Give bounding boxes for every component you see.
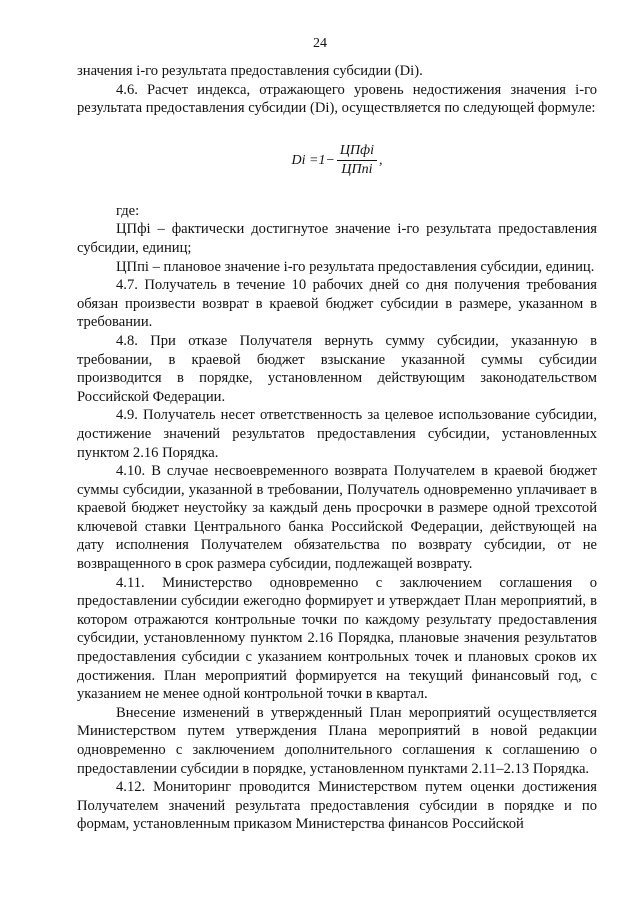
- paragraph: значения i-го результата предоставления субсидии (Di).: [77, 63, 423, 79]
- paragraph: ЦПпi – плановое значение i-го результата предоставления субсидии, единиц.: [116, 258, 595, 275]
- formula-denominator: ЦПпi: [341, 162, 373, 178]
- formula-numerator: ЦПфi: [337, 143, 377, 161]
- formula-tail: ,: [378, 152, 383, 168]
- paragraph: где:: [116, 202, 140, 219]
- text-block-after-formula: [77, 202, 597, 834]
- paragraph: 4.10. В случае несвоевременного возврата Получателем в краевой бюджет суммы субсидии, указанной в требовании, Получатель одновременно уплачивает в краевой бюджет неустойку за каждый день просрочки в размере одной трехсотой ключевой ставки Центрального банка Российской Федерации, действующей на дату исполнения Получателем обязательства по возврату субсидии, от не возвращенного в срок размера субсидии, подлежащей возврату.: [77, 463, 597, 573]
- paragraph: Внесение изменений в утвержденный План мероприятий осуществляется Министерством путем утверждения Плана мероприятий в новой редакции одновременно с заключением дополнительного соглашения к соглашению о предоставлении субсидии в порядке, установленном пунктами 2.11–2.13 Порядка.: [77, 704, 597, 777]
- formula: [77, 124, 597, 198]
- paragraph: 4.9. Получатель несет ответственность за целевое использование субсидии, достижение значений результатов предоставления субсидии, установленных пунктом 2.16 Порядка.: [77, 407, 597, 461]
- paragraph: 4.11. Министерство одновременно с заключением соглашения о предоставлении субсидии ежегодно формирует и утверждает План мероприятий, в котором отражаются контрольные точки по каждому результату предоставления субсидии, установленному пунктом 2.16 Порядка, плановые значения результатов предоставления субсидии с указанием контрольных точек и плановых сроков их достижения. План мероприятий формируется на текущий финансовый год, с указанием не менее одной контрольной точки в квартал.: [77, 574, 597, 703]
- paragraph: ЦПфi – фактически достигнутое значение i-го результата предоставления субсидии, единиц;: [77, 221, 597, 256]
- paragraph: 4.7. Получатель в течение 10 рабочих дней со дня получения требования обязан произвести возврат в краевой бюджет субсидии в размере, указанном в требовании.: [77, 277, 597, 331]
- text-block-before-formula: [77, 62, 597, 118]
- paragraph: 4.12. Мониторинг проводится Министерством путем оценки достижения Получателем значений результата предоставления субсидии в порядке и по формам, установленным приказом Министерства финансов Российской: [77, 779, 597, 833]
- paragraph: 4.6. Расчет индекса, отражающего уровень недостижения значения i-го результата предоставления субсидии (Di), осуществляется по следующей формуле:: [77, 81, 597, 117]
- page-number: 24: [313, 36, 327, 51]
- formula-lhs: Di =1−: [291, 152, 335, 168]
- paragraph: 4.8. При отказе Получателя вернуть сумму субсидии, указанную в требовании, в краевой бюджет взыскание указанной суммы субсидии производится в порядке, установленном действующим законодательством Российской Федерации.: [77, 332, 597, 405]
- document-body: [77, 62, 597, 834]
- formula-fraction: [337, 143, 377, 178]
